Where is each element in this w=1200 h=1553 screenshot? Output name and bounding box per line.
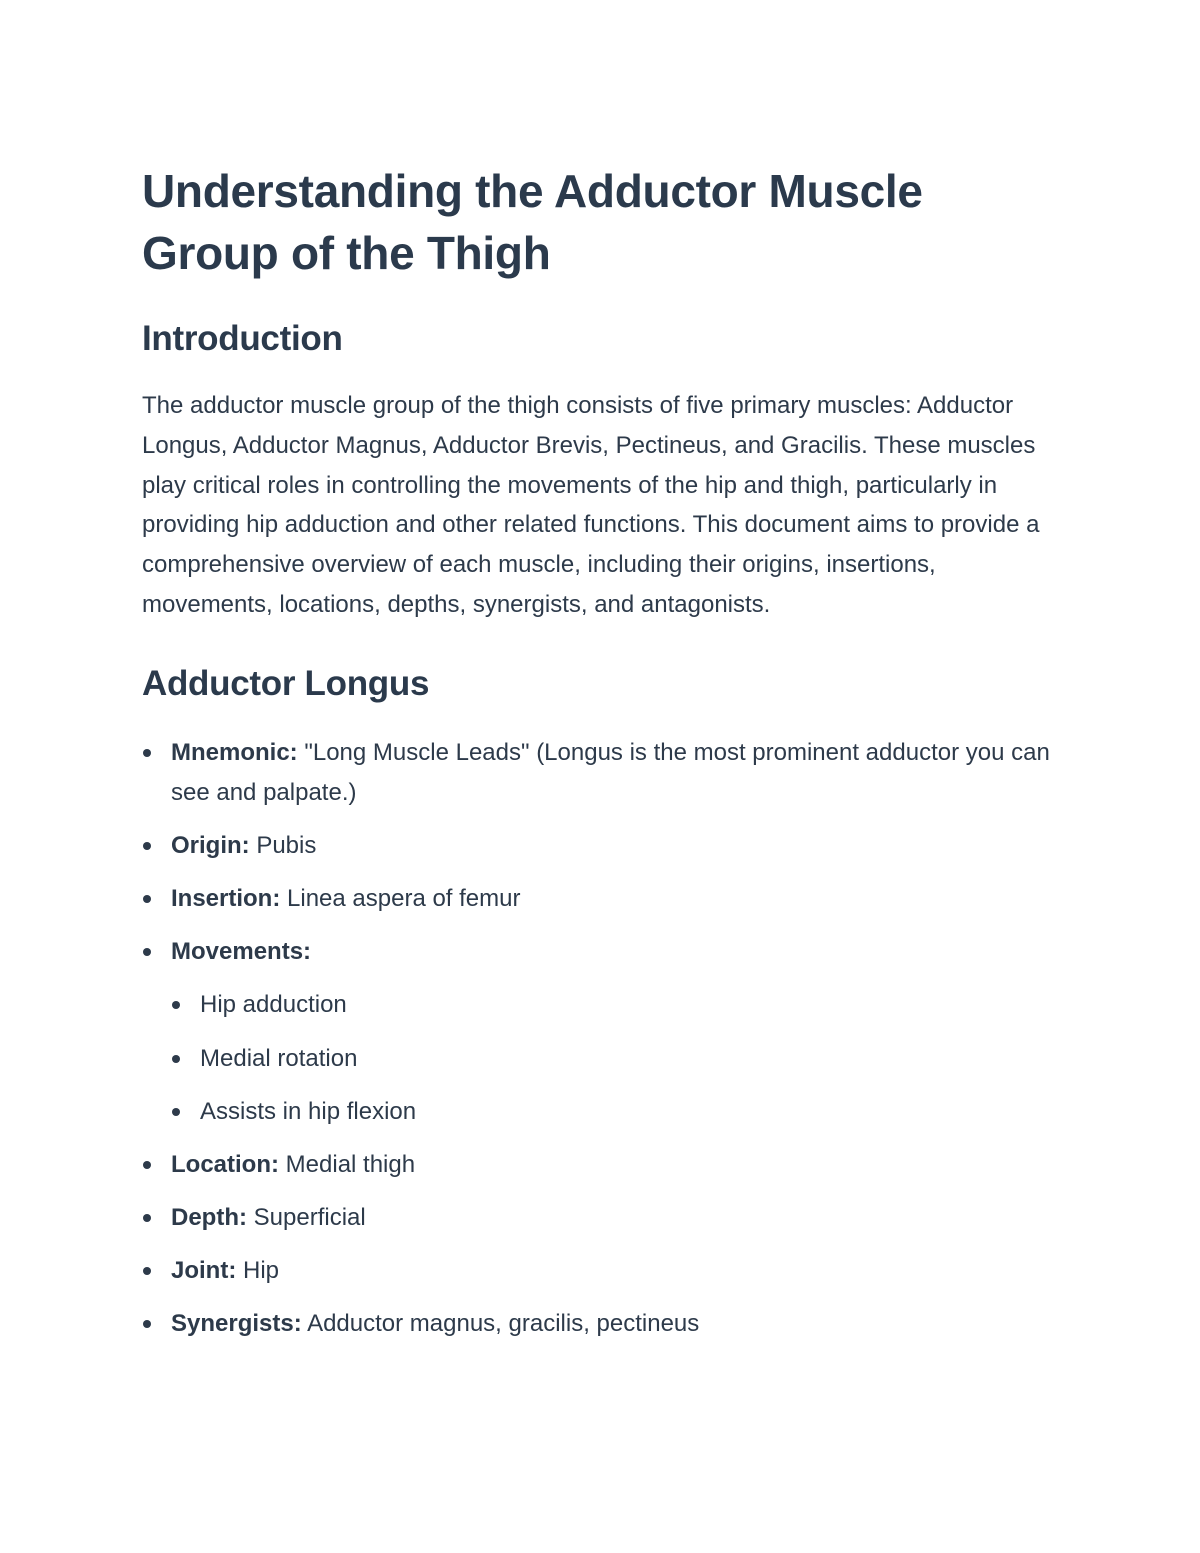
document-page: [142, 160, 1062, 1358]
sub-list-item: [171, 1092, 1062, 1132]
item-label: Synergists:: [171, 1310, 302, 1338]
sub-item-text: Assists in hip flexion: [200, 1097, 417, 1125]
list-item-synergists: [142, 1304, 1062, 1344]
item-value: Pubis: [256, 831, 317, 859]
bullet-icon: [143, 1320, 151, 1328]
list-item-insertion: [142, 879, 1062, 919]
sub-list-item: [171, 1039, 1062, 1079]
item-value: Medial thigh: [285, 1150, 416, 1178]
bullet-icon: [172, 1108, 180, 1116]
item-label: Joint:: [171, 1257, 237, 1285]
bullet-icon: [143, 948, 151, 956]
bullet-icon: [172, 1001, 180, 1009]
item-label: Mnemonic:: [171, 738, 298, 766]
sub-item-text: Medial rotation: [200, 1044, 358, 1072]
list-item-mnemonic: [142, 733, 1062, 813]
bullet-icon: [143, 895, 151, 903]
item-value: Superficial: [253, 1204, 366, 1232]
adductor-longus-list: [142, 733, 1062, 1344]
sub-list-item: [171, 985, 1062, 1025]
document-title: Understanding the Adductor Muscle Group of the Thigh: [142, 165, 923, 279]
item-label: Location:: [171, 1150, 279, 1178]
list-item-depth: [142, 1198, 1062, 1238]
item-value: "Long Muscle Leads" (Longus is the most prominent adductor you can see and palpate.): [171, 738, 1050, 806]
bullet-icon: [172, 1055, 180, 1063]
movements-sublist: [171, 985, 1062, 1131]
list-item-joint: [142, 1251, 1062, 1291]
section-heading-introduction: Introduction: [142, 319, 343, 358]
item-value: Linea aspera of femur: [287, 884, 521, 912]
item-label: Depth:: [171, 1204, 247, 1232]
item-value: Hip: [243, 1257, 280, 1285]
bullet-icon: [143, 1161, 151, 1169]
list-item-location: [142, 1145, 1062, 1185]
list-item-origin: [142, 826, 1062, 866]
bullet-icon: [143, 842, 151, 850]
sub-item-text: Hip adduction: [200, 991, 347, 1019]
bullet-icon: [143, 749, 151, 757]
item-value: Adductor magnus, gracilis, pectineus: [307, 1310, 700, 1338]
item-label: Origin:: [171, 831, 250, 859]
bullet-icon: [143, 1267, 151, 1275]
item-label: Insertion:: [171, 884, 281, 912]
bullet-icon: [143, 1214, 151, 1222]
list-item-movements: [142, 932, 1062, 1131]
introduction-paragraph: The adductor muscle group of the thigh consists of five primary muscles: Adductor Longus, Adductor Magnus, Adductor Brevis, Pectineus, and Gracilis. These muscles play critical roles in controlling the movements of the hip and thigh, particularly in providing hip adduction and other related functions. This document aims to provide a comprehensive overview of each muscle, including their origins, insertions, movements, locations, depths, synergists, and antagonists.: [142, 392, 1040, 618]
section-heading-adductor-longus: Adductor Longus: [142, 663, 430, 703]
item-label: Movements:: [171, 938, 312, 966]
